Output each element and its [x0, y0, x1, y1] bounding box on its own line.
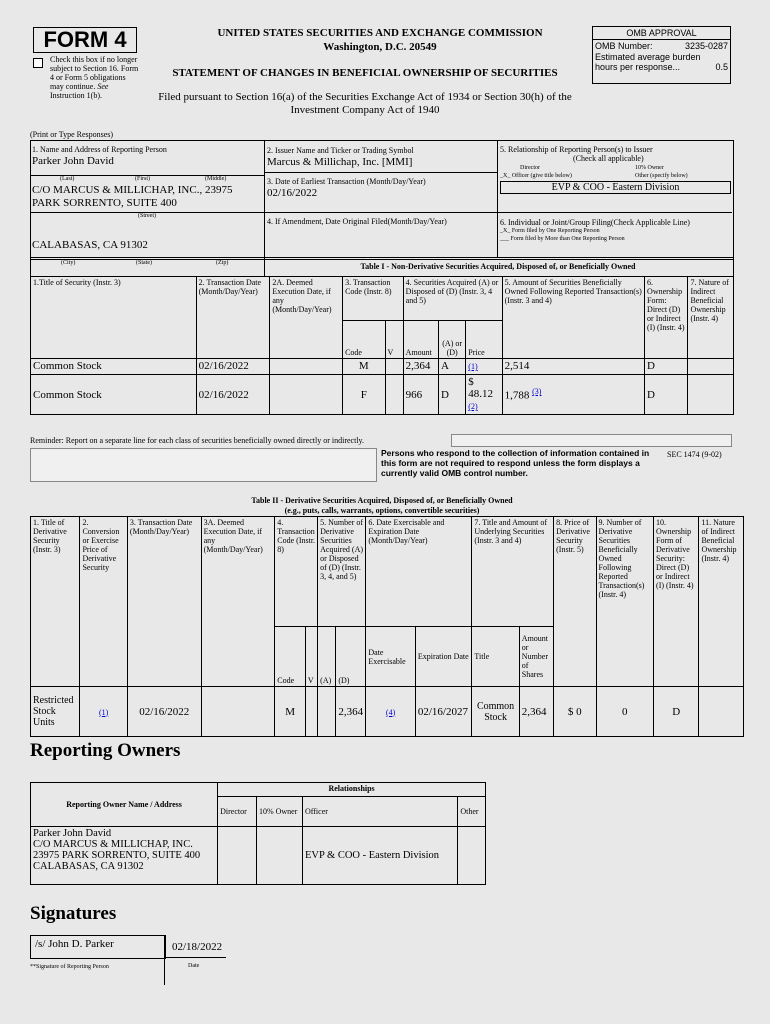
signatures-heading: Signatures	[30, 903, 117, 924]
t2-col-exercisable: 6. Date Exercisable and Expiration Date (Month/Day/Year)	[366, 517, 472, 627]
t2-sub-code: Code	[275, 627, 306, 687]
t2-sub-expiration: Expiration Date	[415, 627, 472, 687]
t1-sub-v: V	[385, 321, 403, 359]
reminder-box-right	[451, 434, 732, 447]
cell-deemed	[270, 375, 343, 415]
persons-notice: Persons who respond to the collection of information contained in this form are not required to respond unless the form displays a currently valid OMB control number.	[381, 448, 650, 478]
cell-form: D	[645, 375, 688, 415]
officer-mark: _X_	[500, 173, 511, 179]
t2-col-nature: 11. Nature of Indirect Beneficial Ownership (Instr. 4)	[699, 517, 744, 687]
reminder-box-left	[30, 448, 377, 482]
cell-other	[458, 827, 486, 885]
agency-name: UNITED STATES SECURITIES AND EXCHANGE COMMISSION	[217, 27, 543, 39]
table-row	[31, 827, 486, 885]
t1-sub-price: Price	[466, 321, 502, 359]
cell-owned	[502, 375, 644, 415]
t1-col-code: 3. Transaction Code (Instr. 8)	[343, 277, 404, 321]
footnote-link[interactable]: (1)	[468, 362, 478, 371]
owner-line: Parker John David	[33, 828, 112, 839]
box6-label: 6. Individual or Joint/Group Filing(Check Applicable Line)	[500, 218, 690, 227]
cell-officer: EVP & COO - Eastern Division	[302, 827, 457, 885]
cell-date: 02/16/2022	[127, 687, 201, 737]
signature-date: 02/18/2022	[172, 941, 223, 953]
t1-sub-ad: (A) or (D)	[439, 321, 466, 359]
signature-block	[30, 935, 226, 985]
omb-burden-label: Estimated average burden	[595, 52, 701, 62]
cell-expiration: 02/16/2027	[415, 687, 472, 737]
col-director: Director	[218, 797, 257, 827]
t1-sub-amount: Amount	[403, 321, 438, 359]
t2-col-date: 3. Transaction Date (Month/Day/Year)	[127, 517, 201, 687]
t1-sub-code: Code	[343, 321, 385, 359]
ten-pct-option: 10% Owner	[635, 165, 664, 171]
reporting-owners-table	[30, 782, 486, 885]
t2-col-underlying: 7. Title and Amount of Underlying Securities (Instr. 3 and 4)	[472, 517, 554, 627]
cell-ten-pct	[256, 827, 302, 885]
box5-check-all: (Check all applicable)	[573, 154, 644, 163]
checkbox-text: Check this box if no longer subject to Section 16. Form 4 or Form 5 obligations may continue. See Instruction 1(b).	[50, 55, 139, 100]
cell-v	[385, 359, 403, 375]
footnote-link[interactable]: (1)	[99, 707, 109, 717]
last-label: (Last)	[60, 176, 75, 182]
omb-number-value: 3235-0287	[684, 41, 728, 51]
cell-price	[466, 375, 502, 415]
t2-col-title: 1. Title of Derivative Security (Instr. 3)	[31, 517, 80, 687]
owner-name-address	[31, 827, 218, 885]
officer-option: Officer (give title below)	[511, 173, 572, 179]
reminder-text: Reminder: Report on a separate line for each class of securities beneficially owned directly or indirectly.	[30, 436, 365, 445]
statement-title: STATEMENT OF CHANGES IN BENEFICIAL OWNERSHIP OF SECURITIES	[172, 67, 558, 79]
cell-form: D	[654, 687, 699, 737]
t2-sub-v: V	[305, 627, 317, 687]
issuer-name: Marcus & Millichap, Inc. [MMI]	[267, 156, 413, 168]
t2-col-owned: 9. Number of Derivative Securities Beneficially Owned Following Reported Transaction(s) (Instr. 4)	[596, 517, 654, 687]
owner-line: CALABASAS, CA 91302	[33, 861, 144, 872]
cell-code: F	[343, 375, 385, 415]
cell-title: Common Stock	[31, 375, 197, 415]
t1-col-securities: 4. Securities Acquired (A) or Disposed of (D) (Instr. 3, 4 and 5)	[403, 277, 502, 321]
filed-pursuant: Filed pursuant to Section 16(a) of the Securities Exchange Act of 1934 or Section 30(h) of the Investment Company Act of 1940	[158, 91, 572, 116]
table2	[30, 516, 744, 737]
cell-nature	[688, 375, 734, 415]
t1-col-nature: 7. Nature of Indirect Beneficial Ownership (Instr. 4)	[688, 277, 734, 359]
cell-ad: D	[439, 375, 466, 415]
other-option: Other (specify below)	[635, 173, 688, 179]
cell-a	[318, 687, 336, 737]
t2-sub-a: (A)	[318, 627, 336, 687]
omb-hours-value: 0.5	[715, 62, 728, 72]
form-title: FORM 4	[33, 27, 137, 53]
box1-label: 1. Name and Address of Reporting Person	[32, 145, 167, 154]
box6-option-one: _X_ Form filed by One Reporting Person	[500, 228, 600, 234]
signature-marker: **	[30, 964, 36, 970]
t1-col-deemed: 2A. Deemed Execution Date, if any (Month/Day/Year)	[270, 277, 343, 359]
reporting-person-city: CALABASAS, CA 91302	[32, 239, 148, 251]
t2-col-price: 8. Price of Derivative Security (Instr. 5)	[554, 517, 596, 687]
cell-date: 02/16/2022	[196, 359, 270, 375]
city-label: (City)	[61, 260, 76, 266]
t2-sub-d: (D)	[336, 627, 366, 687]
box6-option-two: ___ Form filed by More than One Reporting Person	[500, 236, 625, 242]
cell-code: M	[343, 359, 385, 375]
earliest-transaction-date: 02/16/2022	[267, 187, 318, 199]
box5-label: 5. Relationship of Reporting Person(s) to Issuer	[500, 145, 653, 154]
t2-col-number: 5. Number of Derivative Securities Acquired (A) or Disposed of (D) (Instr. 3, 4, and 5)	[318, 517, 366, 627]
cell-ad: A	[439, 359, 466, 375]
cell-form: D	[645, 359, 688, 375]
cell-director	[218, 827, 257, 885]
signature-label: Signature of Reporting Person	[36, 964, 109, 970]
col-other: Other	[458, 797, 486, 827]
reporting-person-address: C/O MARCUS & MILLICHAP, INC., 23975 PARK SORRENTO, SUITE 400	[32, 184, 233, 209]
signature-value: /s/ John D. Parker	[35, 938, 114, 950]
cell-nature	[688, 359, 734, 375]
t2-sub-title: Title	[472, 627, 519, 687]
cell-d: 2,364	[336, 687, 366, 737]
owner-line: 23975 PARK SORRENTO, SUITE 400	[33, 850, 201, 861]
t1-col-amount-owned: 5. Amount of Securities Beneficially Owned Following Reported Transaction(s) (Instr. 3 and 4)	[502, 277, 644, 359]
cell-exercisable	[366, 687, 415, 737]
omb-approval-box	[592, 26, 731, 84]
omb-hours-label: hours per response...	[595, 62, 681, 72]
table2-subtitle: (e.g., puts, calls, warrants, options, convertible securities)	[284, 506, 480, 515]
no-longer-subject-checkbox[interactable]	[33, 58, 43, 68]
cell-conversion	[80, 687, 127, 737]
omb-title: OMB APPROVAL	[593, 27, 730, 40]
state-label: (State)	[136, 260, 152, 266]
box4-label: 4. If Amendment, Date Original Filed(Month/Day/Year)	[267, 217, 447, 226]
t2-col-form: 10. Ownership Form of Derivative Security: Direct (D) or Indirect (I) (Instr. 4)	[654, 517, 699, 687]
print-type: (Print or Type Responses)	[30, 130, 114, 139]
middle-label: (Middle)	[205, 176, 227, 182]
cell-v	[305, 687, 317, 737]
cell-amount: 966	[403, 375, 438, 415]
first-label: (First)	[135, 176, 150, 182]
t2-col-code: 4. Transaction Code (Instr. 8)	[275, 517, 318, 627]
officer-title-box: EVP & COO - Eastern Division	[500, 181, 731, 194]
cell-price	[466, 359, 502, 375]
cell-code: M	[275, 687, 306, 737]
director-option: Director	[520, 165, 540, 171]
cell-title: Restricted Stock Units	[31, 687, 80, 737]
table2-title: Table II - Derivative Securities Acquired, Disposed of, or Beneficially Owned	[251, 496, 513, 505]
t1-col-date: 2. Transaction Date (Month/Day/Year)	[196, 277, 270, 359]
t1-col-title: 1.Title of Security (Instr. 3)	[31, 277, 197, 359]
relationships-header: Relationships	[218, 783, 486, 797]
table1-title: Table I - Non-Derivative Securities Acquired, Disposed of, or Beneficially Owned	[360, 262, 636, 271]
price-value: $ 48.12	[468, 376, 494, 400]
t2-sub-exercisable: Date Exercisable	[366, 627, 415, 687]
t2-col-conversion: 2. Conversion or Exercise Price of Derivative Security	[80, 517, 127, 687]
cell-date: 02/16/2022	[196, 375, 270, 415]
cell-owned: 0	[596, 687, 654, 737]
table-row	[31, 359, 734, 375]
cell-underlying-title: Common Stock	[472, 687, 519, 737]
cell-nature	[699, 687, 744, 737]
t2-col-deemed: 3A. Deemed Execution Date, if any (Month/Day/Year)	[201, 517, 275, 687]
sec-number: SEC 1474 (9-02)	[667, 450, 722, 459]
table-row	[31, 375, 734, 415]
cell-deemed	[201, 687, 275, 737]
cell-underlying-amount: 2,364	[519, 687, 553, 737]
box2-label: 2. Issuer Name and Ticker or Trading Symbol	[267, 146, 414, 155]
owned-value: 1,788	[504, 389, 530, 402]
t1-col-ownership-form: 6. Ownership Form: Direct (D) or Indirect (I) (Instr. 4)	[645, 277, 688, 359]
col-officer: Officer	[302, 797, 457, 827]
cell-title: Common Stock	[31, 359, 197, 375]
date-label: Date	[188, 963, 200, 969]
zip-label: (Zip)	[216, 260, 229, 266]
footnote-link[interactable]: (4)	[385, 707, 396, 717]
col-ten-pct: 10% Owner	[256, 797, 302, 827]
footnote-link[interactable]: (3)	[532, 387, 542, 397]
cell-owned: 2,514	[502, 359, 644, 375]
cell-v	[385, 375, 403, 415]
reporting-owners-heading: Reporting Owners	[30, 740, 181, 761]
street-label: (Street)	[30, 212, 264, 220]
table1	[30, 276, 734, 415]
t2-sub-amount: Amount or Number of Shares	[519, 627, 553, 687]
omb-number-label: OMB Number:	[595, 41, 653, 51]
reporting-person-name: Parker John David	[32, 155, 114, 167]
col-owner-name: Reporting Owner Name / Address	[31, 783, 218, 827]
cell-amount: 2,364	[403, 359, 438, 375]
table-row	[31, 687, 744, 737]
box3-label: 3. Date of Earliest Transaction (Month/Day/Year)	[267, 177, 426, 186]
cell-deemed	[270, 359, 343, 375]
owner-line: C/O MARCUS & MILLICHAP, INC.	[33, 839, 193, 850]
footnote-link[interactable]: (2)	[468, 402, 478, 411]
agency-city: Washington, D.C. 20549	[323, 41, 437, 53]
cell-price: $ 0	[554, 687, 596, 737]
